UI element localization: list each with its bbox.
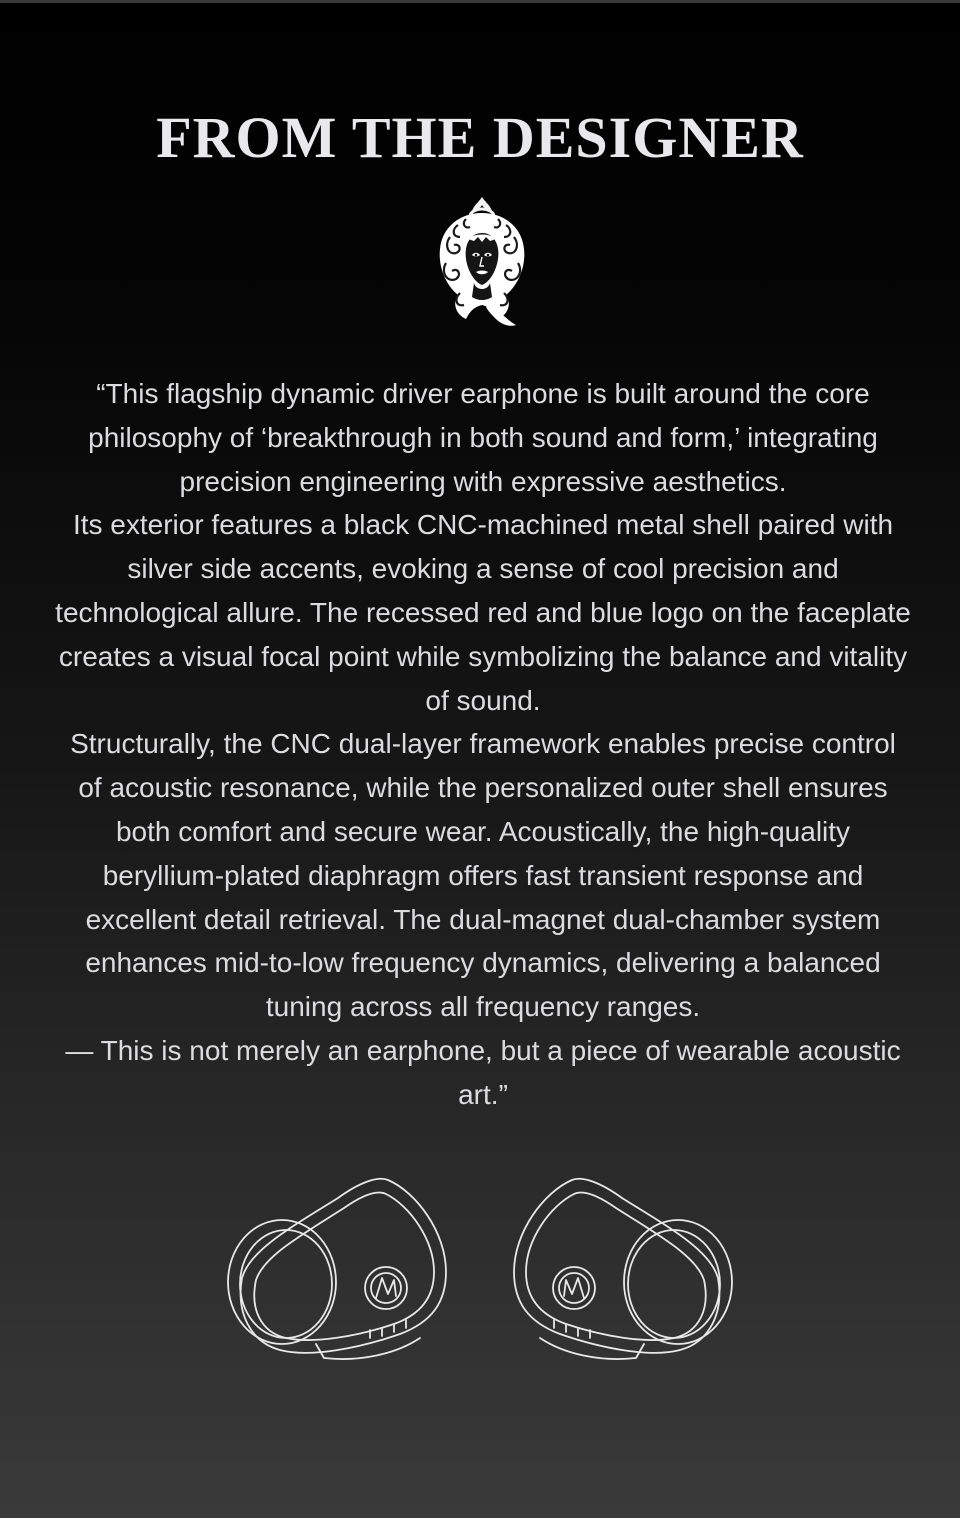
quote-paragraph: Its exterior features a black CNC-machined metal shell paired with silver side accents, evoking a sense of cool precision and technological allure. The recessed red and blue logo on the faceplate creates a visual focal point while symbolizing the balance and vitality of sound. [55,509,911,716]
left-earphone-outline [228,1179,446,1359]
top-divider [0,0,960,3]
quote-paragraph: — This is not merely an earphone, but a piece of wearable acoustic art.” [65,1034,901,1110]
page-title: FROM THE DESIGNER [156,105,804,170]
medusa-emblem-icon [430,193,534,333]
quote-paragraph: “This flagship dynamic driver earphone is built around the core philosophy of ‘breakthrough in both sound and form,’ integrating precision engineering with expressive aesthetics. [88,378,878,497]
earphone-pair-outline-icon [220,1172,740,1372]
right-earphone-outline [514,1179,732,1359]
quote-paragraph: Structurally, the CNC dual-layer framework enables precise control of acoustic resonance, while the personalized outer shell ensures both comfort and secure wear. Acoustically, the high-quality beryllium-plated diaphragm offers fast transient response and excellent detail retrieval. The dual-magnet dual-chamber system enhances mid-to-low frequency dynamics, delivering a balanced tuning across all frequency ranges. [70,728,896,1023]
designer-quote [55,372,911,1117]
